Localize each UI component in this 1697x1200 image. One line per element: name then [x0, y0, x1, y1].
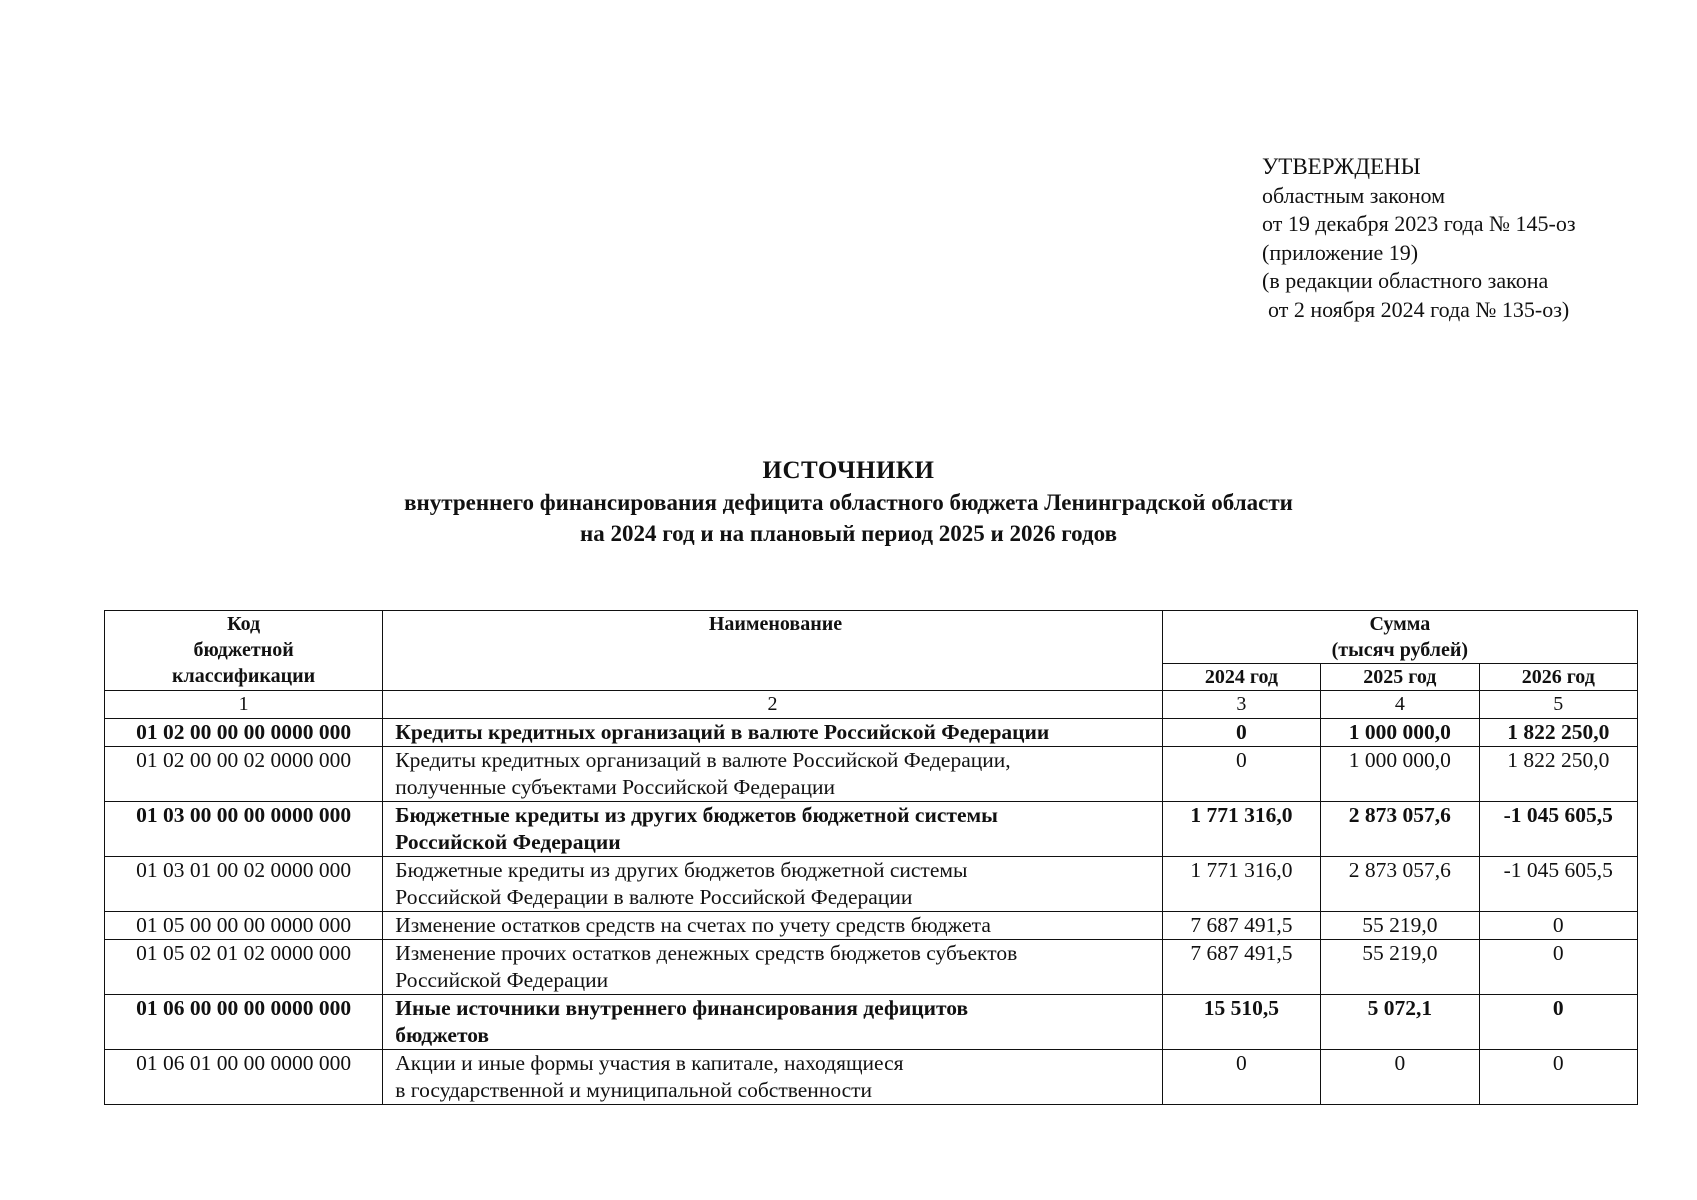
cell-code: 01 06 00 00 00 0000 000: [105, 995, 383, 1050]
approval-line: (приложение 19): [1262, 239, 1419, 265]
column-index: 2: [383, 691, 1162, 719]
approval-heading: УТВЕРЖДЕНЫ: [1262, 154, 1421, 179]
column-index: 1: [105, 691, 383, 719]
table-body: [105, 719, 1638, 1105]
cell-amount-2024: 0: [1162, 747, 1320, 802]
cell-amount-2026: 0: [1479, 1050, 1637, 1105]
cell-code: 01 05 02 01 02 0000 000: [105, 940, 383, 995]
cell-name-line: Российской Федерации: [395, 830, 621, 854]
cell-amount-2026: 1 822 250,0: [1479, 747, 1637, 802]
approval-line: от 2 ноября 2024 года № 135-оз): [1268, 296, 1570, 322]
cell-name-line: Бюджетные кредиты из других бюджетов бюджетной системы: [395, 803, 998, 827]
cell-name: [383, 857, 1162, 912]
table-row: [105, 802, 1638, 857]
cell-name-line: Изменение прочих остатков денежных средств бюджетов субъектов: [395, 941, 1018, 965]
cell-amount-2024: 0: [1162, 1050, 1320, 1105]
header-sum: Сумма (тысяч рублей): [1162, 611, 1637, 664]
cell-name-line: бюджетов: [395, 1023, 490, 1047]
cell-amount-2024: 1 771 316,0: [1162, 802, 1320, 857]
title-main: ИСТОЧНИКИ: [762, 457, 935, 484]
cell-name-line: в государственной и муниципальной собственности: [395, 1078, 873, 1102]
header-year-2024: 2024 год: [1162, 664, 1320, 691]
cell-amount-2026: 1 822 250,0: [1479, 719, 1637, 747]
cell-name-line: Иные источники внутреннего финансирования дефицитов: [395, 996, 969, 1020]
cell-code: 01 02 00 00 00 0000 000: [105, 719, 383, 747]
table-header-row: [105, 611, 1638, 664]
table-row: [105, 912, 1638, 940]
cell-amount-2025: 1 000 000,0: [1321, 719, 1479, 747]
cell-name-line: Акции и иные формы участия в капитале, находящиеся: [395, 1051, 904, 1075]
table-row: [105, 857, 1638, 912]
column-index-row: [105, 691, 1638, 719]
cell-name: [383, 719, 1162, 747]
cell-name: [383, 747, 1162, 802]
approval-stamp: [1262, 153, 1576, 324]
cell-amount-2024: 0: [1162, 719, 1320, 747]
cell-amount-2024: 1 771 316,0: [1162, 857, 1320, 912]
cell-name-line: Кредиты кредитных организаций в валюте Российской Федерации: [395, 720, 1050, 744]
header-year-2026: 2026 год: [1479, 664, 1637, 691]
cell-amount-2025: 2 873 057,6: [1321, 857, 1479, 912]
column-index: 3: [1162, 691, 1320, 719]
cell-name: [383, 995, 1162, 1050]
cell-code: 01 06 01 00 00 0000 000: [105, 1050, 383, 1105]
title-subtitle: внутреннего финансирования дефицита областного бюджета Ленинградской области: [404, 490, 1293, 515]
table-row: [105, 995, 1638, 1050]
cell-code: 01 03 00 00 00 0000 000: [105, 802, 383, 857]
cell-name-line: полученные субъектами Российской Федерации: [395, 775, 835, 799]
cell-name-line: Российской Федерации: [395, 968, 609, 992]
cell-amount-2025: 0: [1321, 1050, 1479, 1105]
cell-name: [383, 802, 1162, 857]
column-index: 4: [1321, 691, 1479, 719]
cell-name-line: Бюджетные кредиты из других бюджетов бюджетной системы: [395, 858, 968, 882]
cell-amount-2025: 55 219,0: [1321, 912, 1479, 940]
cell-amount-2024: 7 687 491,5: [1162, 912, 1320, 940]
cell-name-line: Российской Федерации в валюте Российской Федерации: [395, 885, 913, 909]
header-year-2025: 2025 год: [1321, 664, 1479, 691]
cell-name: [383, 940, 1162, 995]
header-code: Код бюджетной классификации: [105, 611, 383, 691]
column-index: 5: [1479, 691, 1637, 719]
cell-amount-2024: 7 687 491,5: [1162, 940, 1320, 995]
cell-name: [383, 912, 1162, 940]
cell-name-line: Кредиты кредитных организаций в валюте Российской Федерации,: [395, 748, 1011, 772]
cell-amount-2025: 55 219,0: [1321, 940, 1479, 995]
financing-sources-table: [104, 610, 1638, 1105]
table-row: [105, 747, 1638, 802]
cell-name-line: Изменение остатков средств на счетах по учету средств бюджета: [395, 913, 991, 937]
table-row: [105, 719, 1638, 747]
cell-name: [383, 1050, 1162, 1105]
header-name: Наименование: [383, 611, 1162, 691]
cell-amount-2025: 1 000 000,0: [1321, 747, 1479, 802]
table-row: [105, 940, 1638, 995]
table-row: [105, 1050, 1638, 1105]
cell-amount-2026: 0: [1479, 940, 1637, 995]
approval-line: областным законом: [1262, 182, 1446, 208]
cell-amount-2025: 5 072,1: [1321, 995, 1479, 1050]
approval-line: от 19 декабря 2023 года № 145-оз: [1262, 211, 1576, 236]
cell-amount-2026: -1 045 605,5: [1479, 802, 1637, 857]
cell-amount-2026: 0: [1479, 912, 1637, 940]
approval-line: (в редакции областного закона: [1262, 268, 1549, 293]
title-period: на 2024 год и на плановый период 2025 и 2026 годов: [580, 521, 1117, 546]
cell-amount-2026: -1 045 605,5: [1479, 857, 1637, 912]
cell-amount-2025: 2 873 057,6: [1321, 802, 1479, 857]
cell-code: 01 05 00 00 00 0000 000: [105, 912, 383, 940]
document-title: [0, 455, 1697, 549]
cell-code: 01 02 00 00 02 0000 000: [105, 747, 383, 802]
cell-code: 01 03 01 00 02 0000 000: [105, 857, 383, 912]
cell-amount-2024: 15 510,5: [1162, 995, 1320, 1050]
cell-amount-2026: 0: [1479, 995, 1637, 1050]
